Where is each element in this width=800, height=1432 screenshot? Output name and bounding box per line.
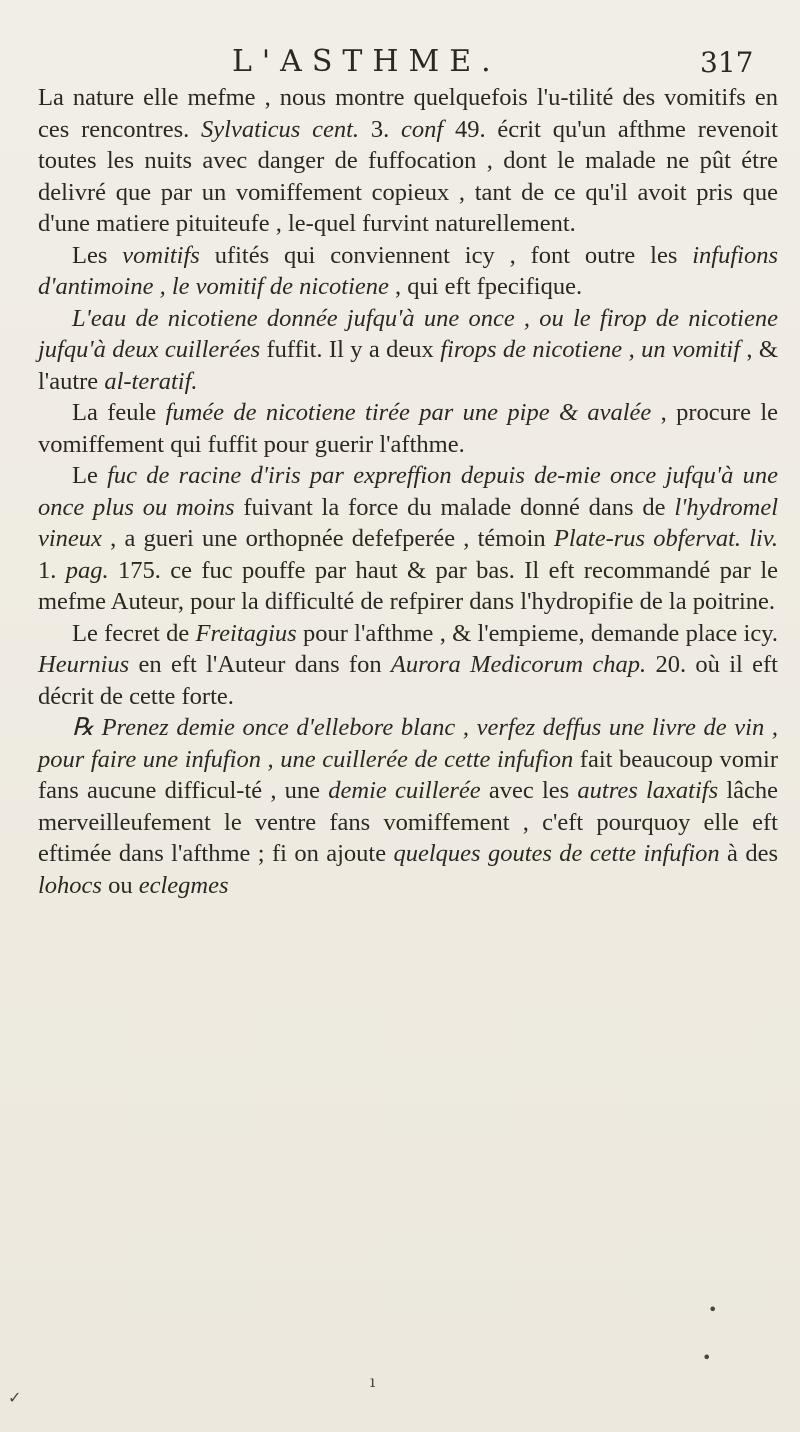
italic-text: demie cuillerée — [328, 777, 481, 804]
text-run: Le fecret de — [72, 619, 196, 647]
text-run: lâche merveilleufement le ventre fans vomiffement , c'eft pourquoy elle eft eftimée dans l'afthme ; fi on ajoute — [38, 777, 779, 867]
text-run: fuivant la force du malade donné dans de — [234, 493, 675, 521]
italic-text: l'hydromel vineux — [38, 493, 778, 552]
text-run: en eft l'Auteur dans fon — [129, 651, 391, 678]
italic-text: Heurnius — [38, 651, 130, 678]
italic-text: al-teratif. — [104, 367, 198, 395]
stray-mark: ı — [370, 1372, 376, 1391]
text-run: fait beaucoup vomir fans aucune difficul-té , une — [38, 745, 779, 804]
italic-text: fumée de nicotiene tirée par une pipe & avalée — [165, 399, 652, 426]
text-run: 175. ce fuc pouffe par haut & par bas. Il eft recommandé par le mefme Auteur, pour la difficulté de refpirer dans l'hydropifie de la poitrine. — [38, 556, 778, 615]
text-run: ou — [101, 871, 139, 899]
italic-text: infufions d'antimoine , le vomitif de nicotiene — [38, 241, 778, 300]
italic-text: Sylvaticus cent. — [201, 115, 360, 143]
italic-text: pag. — [65, 556, 109, 584]
text-run: Le — [72, 462, 108, 489]
italic-text: autres laxatifs — [577, 777, 719, 804]
text-run: La nature elle mefme , nous montre quelquefois l'u-tilité des vomitifs en ces rencontres. — [38, 84, 778, 143]
text-run: 20. où il eft décrit de cette forte. — [38, 651, 778, 710]
italic-text: L'eau de nicotiene donnée jufqu'à une once , ou le firop de nicotiene jufqu'à deux cuillerées — [38, 304, 778, 363]
page-number: 317 — [700, 46, 754, 79]
italic-text: fuc de racine d'iris par expreffion depuis de-mie once jufqu'à une once plus ou moins — [38, 462, 778, 521]
paragraph — [38, 397, 778, 460]
text-run: Les — [72, 241, 123, 269]
stray-mark: ✓ — [8, 1388, 22, 1407]
paragraph — [38, 618, 778, 713]
paragraph — [38, 240, 778, 303]
stray-marks — [0, 1300, 800, 1407]
italic-text: Plate-rus obfervat. liv. — [553, 525, 778, 552]
italic-text: quelques goutes de cette infufion — [393, 840, 720, 867]
text-run: fuffit. Il y a deux — [260, 336, 441, 363]
text-run: La feule — [72, 399, 166, 426]
text-run: 49. écrit qu'un afthme revenoit toutes les nuits avec danger de fuffocation , dont le malade ne pût étre delivré que par un vomiffement copieux , tant de ce qu'il avoit pris que d'une matiere pituiteufe , le-quel furvint naturellement. — [38, 115, 778, 237]
text-run: 1. — [38, 556, 66, 584]
stray-mark: • — [708, 1300, 718, 1319]
italic-text: firops de nicotiene , un vomitif — [440, 336, 741, 363]
italic-text: vomitifs — [122, 241, 200, 269]
paragraph — [38, 82, 778, 240]
italic-text: Freitagius — [195, 619, 297, 647]
italic-text: ℞ Prenez demie once d'ellebore blanc , verfez deffus une livre de vin , pour faire une infufion , une cuillerée de cette infufion — [38, 714, 778, 773]
italic-text: eclegmes — [138, 871, 229, 899]
text-run: , procure le vomiffement qui fuffit pour guerir l'afthme. — [38, 399, 778, 458]
italic-text: Aurora Medicorum chap. — [390, 651, 647, 678]
italic-text: lohocs — [38, 871, 102, 899]
text-run: , qui eft fpecifique. — [388, 273, 583, 300]
text-run: avec les — [480, 777, 578, 804]
paragraph — [38, 712, 778, 901]
text-run: , & l'autre — [38, 336, 778, 395]
italic-text: conf — [401, 115, 444, 143]
text-run: pour l'afthme , & l'empieme, demande place icy. — [296, 619, 778, 647]
text-run: , a gueri une orthopnée defefperée , témoin — [101, 525, 554, 552]
body-text — [38, 82, 778, 901]
text-run: 3. — [359, 115, 402, 143]
paragraph — [38, 460, 778, 618]
stray-mark: • — [702, 1348, 712, 1367]
text-run: ufités qui conviennent icy , font outre les — [199, 241, 693, 269]
paragraph — [38, 303, 778, 398]
page-header — [0, 44, 800, 84]
running-title: L'ASTHME. — [232, 44, 501, 79]
text-run: à des — [719, 840, 778, 867]
